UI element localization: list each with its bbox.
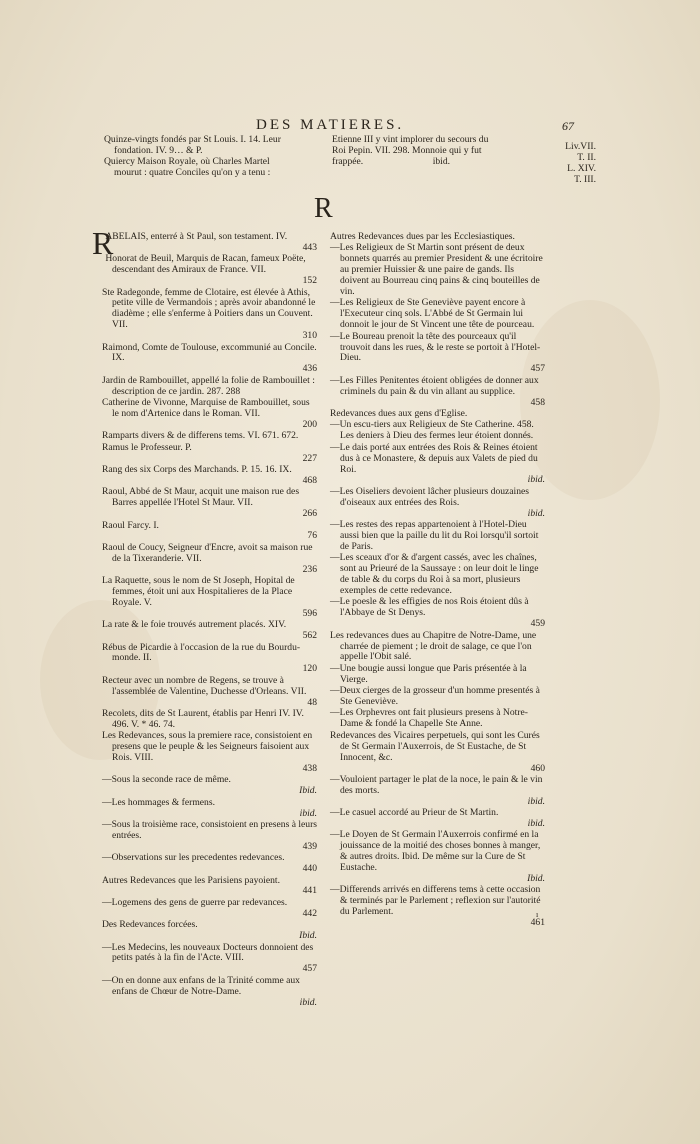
top-right-continuation bbox=[332, 134, 544, 167]
index-entry bbox=[102, 898, 317, 920]
entry-text: Redevances dues aux gens d'Eglise. bbox=[330, 408, 468, 419]
entry-text: —Le dais porté aux entrées des Rois & Reines étoient dus à ce Monastere, & depuis aux Valets de pied du Roi. bbox=[330, 441, 538, 475]
entry-page-ref: 461 bbox=[530, 917, 545, 929]
text-line: Etienne III y vint implorer du secours du bbox=[332, 134, 489, 145]
entry-page-ref: Ibid. bbox=[527, 873, 545, 885]
text-line: Roi Pepin. VII. 298. Monnoie qui y fut bbox=[332, 145, 482, 156]
index-entry bbox=[102, 920, 317, 942]
index-entry bbox=[330, 232, 545, 243]
entry-text: —Le casuel accordé au Prieur de St Martin. bbox=[330, 807, 499, 819]
entry-page-ref: 562 bbox=[302, 630, 317, 642]
index-entry bbox=[102, 976, 317, 1009]
entry-text: Ste Radegonde, femme de Clotaire, est élevée à Athis, petite ville de Vermandois ; après avoir abandonné le diadème ; elle s'enferme à Poitiers dans un Couvent. VII. bbox=[102, 286, 316, 331]
entry-text: —Les Religieux de St Martin sont présent de deux bonnets quarrés au premier President & une écritoire au premier Huissier & une paire de gands. Ils doivent au Bourreau cinq pains & cinq bouteilles de vin. bbox=[330, 242, 543, 298]
index-entry bbox=[330, 487, 545, 520]
index-entry bbox=[330, 731, 545, 775]
entry-page-ref: 76 bbox=[307, 530, 317, 542]
entry-text: La rate & le foie trouvés autrement placés. XIV. bbox=[102, 619, 287, 631]
index-entry bbox=[102, 820, 317, 853]
entry-page-ref: 459 bbox=[530, 618, 545, 630]
entry-text: Recteur avec un nombre de Regens, se trouve à l'assemblée de Valentine, Duchesse d'Orleans. VII. bbox=[102, 674, 307, 697]
index-entry bbox=[330, 885, 545, 929]
index-entry bbox=[330, 708, 545, 730]
entry-text: —Sous la seconde race de même. bbox=[102, 774, 231, 786]
entry-text: ABELAIS, enterré à St Paul, son testament. IV. bbox=[105, 231, 288, 242]
entry-page-ref: 440 bbox=[302, 863, 317, 875]
entry-page-ref: Ibid. bbox=[299, 785, 317, 797]
entry-text: Rang des six Corps des Marchands. P. 15. 16. IX. bbox=[102, 464, 292, 476]
entry-page-ref: ibid. bbox=[527, 795, 545, 807]
entry-text: —Les hommages & fermens. bbox=[102, 796, 215, 808]
index-entry bbox=[102, 943, 317, 976]
index-entry bbox=[102, 487, 317, 520]
entry-text: —Logemens des gens de guerre par redevances. bbox=[102, 896, 288, 908]
entry-page-ref: 236 bbox=[302, 563, 317, 575]
entry-text: —Un escu-tiers aux Religieux de Ste Catherine. 458. Les deniers à Dieu des fermes leur étoient donnés. bbox=[330, 419, 534, 442]
index-entry bbox=[102, 876, 317, 898]
index-entry bbox=[102, 576, 317, 620]
entry-text: Catherine de Vivonne, Marquise de Rambouillet, sous le nom d'Artenice dans le Roman. VII. bbox=[102, 397, 310, 419]
index-entry bbox=[330, 631, 545, 664]
entry-text: —Les Religieux de Ste Geneviève payent encore à l'Executeur cinq sols. L'Abbé de St Germain lui donnoit le jour de St Vincent une tête de pourceau. bbox=[330, 297, 535, 331]
index-entry bbox=[102, 376, 317, 398]
entry-text: Autres Redevances dues par les Ecclesiastiques. bbox=[330, 231, 515, 242]
index-entry bbox=[330, 420, 545, 442]
text-line: frappée. ibid. bbox=[332, 156, 451, 167]
index-entry bbox=[102, 465, 317, 487]
index-entry bbox=[102, 431, 317, 442]
entry-text: Raoul Farcy. I. bbox=[102, 519, 159, 531]
entry-text: —Le Boureau prenoit la tête des pourceaux qu'il trouvoit dans les rues, & le reste se portoit à l'Hotel-Dieu. bbox=[330, 330, 541, 364]
section-letter: R bbox=[314, 193, 333, 224]
entry-page-ref: 460 bbox=[530, 762, 545, 774]
entry-page-ref: ibid. bbox=[527, 474, 545, 486]
margin-note: Liv.VII. bbox=[565, 141, 596, 152]
entry-text: —On en donne aux enfans de la Trinité comme aux enfans de Chœur de Notre-Dame. bbox=[102, 974, 300, 997]
entry-text: —Le poesle & les effigies de nos Rois étoient dûs à l'Abbaye de St Denys. bbox=[330, 596, 529, 619]
index-entry bbox=[102, 798, 317, 820]
index-entry bbox=[102, 254, 317, 287]
entry-text: Des Redevances forcées. bbox=[102, 919, 198, 931]
index-entry bbox=[330, 597, 545, 630]
entry-page-ref: 457 bbox=[530, 363, 545, 375]
entry-text: —Les sceaux d'or & d'argent cassés, avec les chaînes, sont au Prieuré de la Saussaye : on leur doit le linge de table & du corps du Roi à sa mort, plusieurs exemples de cette redevance. bbox=[330, 552, 539, 596]
index-entry bbox=[102, 620, 317, 642]
entry-text: —Une bougie aussi longue que Paris présentée à la Vierge. bbox=[330, 662, 527, 685]
entry-text: —Les Filles Penitentes étoient obligées de donner aux criminels du pain & du vin allant au supplice. bbox=[330, 374, 539, 397]
index-entry bbox=[330, 332, 545, 376]
entry-page-ref: 457 bbox=[302, 963, 317, 975]
entry-page-ref: ibid. bbox=[299, 996, 317, 1008]
entry-text: Raoul de Coucy, Seigneur d'Encre, avoit sa maison rue de la Tixeranderie. VII. bbox=[102, 541, 313, 564]
entry-text: —Deux cierges de la grosseur d'un homme presentés à Ste Geneviève. bbox=[330, 685, 540, 708]
entry-text: Honorat de Beuil, Marquis de Racan, fameux Poëte, descendant des Amiraux de France. VII. bbox=[105, 253, 306, 276]
entry-page-ref: 310 bbox=[302, 330, 317, 342]
top-left-continuation bbox=[104, 134, 324, 178]
entry-page-ref: ibid. bbox=[527, 818, 545, 830]
index-entry bbox=[102, 709, 317, 731]
entry-page-ref: 442 bbox=[302, 907, 317, 919]
index-entry bbox=[330, 376, 545, 409]
index-entry bbox=[102, 853, 317, 875]
page-number: 67 bbox=[562, 119, 574, 133]
entry-page-ref: 443 bbox=[302, 241, 317, 253]
header-title: DES MATIERES. bbox=[256, 117, 405, 133]
entry-text: —Differends arrivés en differens tems à cette occasion & terminés par le Parlement ; reflexion sur l'autorité du Parlement. bbox=[330, 884, 541, 918]
entry-text: —Les Oiseliers devoient lâcher plusieurs douzaines d'oiseaux aux entrées des Rois. bbox=[330, 485, 530, 508]
entry-page-ref: 439 bbox=[302, 840, 317, 852]
margin-note: L. XIV. bbox=[567, 163, 596, 174]
margin-notes bbox=[548, 141, 596, 185]
entry-text: Les redevances dues au Chapitre de Notre-Dame, une charrée de piement ; le droit de salage, ce que l'on appelle l'Obit salé. bbox=[330, 629, 537, 663]
index-entry bbox=[102, 343, 317, 376]
footer-mark: ı bbox=[536, 910, 539, 919]
entry-text: Ramparts divers & de differens tems. VI. 671. 672. bbox=[102, 430, 299, 442]
entry-text: —Sous la troisième race, consistoient en presens à leurs entrées. bbox=[102, 819, 318, 841]
entry-page-ref: 441 bbox=[302, 885, 317, 897]
entry-text: Redevances des Vicaires perpetuels, qui sont les Curés de St Germain l'Auxerrois, de St Eustache, de St Innocent, &c. bbox=[330, 729, 540, 763]
index-entry bbox=[92, 225, 317, 261]
index-entry bbox=[102, 731, 317, 775]
entry-text: Les Redevances, sous la premiere race, consistoient en presens que le peuple & les Seigneurs faisoient aux Rois. VIII. bbox=[102, 730, 313, 764]
entry-text: Autres Redevances que les Parisiens payoient. bbox=[102, 874, 280, 886]
entry-text: —Les Orphevres ont fait plusieurs presens à Notre-Dame & fondé la Chapelle Ste Anne. bbox=[330, 707, 528, 730]
index-entry bbox=[102, 443, 317, 465]
index-entry bbox=[102, 775, 317, 797]
index-entry bbox=[102, 643, 317, 676]
entry-page-ref: 200 bbox=[302, 418, 317, 430]
index-entry bbox=[102, 676, 317, 709]
entry-page-ref: 468 bbox=[302, 474, 317, 486]
entry-text: Raimond, Comte de Toulouse, excommunié au Concile. IX. bbox=[102, 341, 317, 364]
entry-page-ref: 48 bbox=[307, 696, 317, 708]
margin-note: T. II. bbox=[577, 152, 596, 163]
entry-text: Rébus de Picardie à l'occasion de la rue du Bourdu-monde. II. bbox=[102, 641, 301, 664]
entry-page-ref: Ibid. bbox=[299, 930, 317, 942]
entry-page-ref: 120 bbox=[302, 663, 317, 675]
index-entry bbox=[330, 664, 545, 686]
entry-page-ref: 227 bbox=[302, 452, 317, 464]
index-entry bbox=[330, 520, 545, 553]
index-entry bbox=[102, 398, 317, 431]
entry-page-ref: 266 bbox=[302, 508, 317, 520]
entry-text: Jardin de Rambouillet, appellé la folie de Rambouillet : description de ce jardin. 287. 288 bbox=[102, 374, 315, 397]
index-column-left bbox=[92, 225, 318, 1009]
entry-page-ref: 458 bbox=[530, 396, 545, 408]
index-entry bbox=[102, 288, 317, 343]
index-entry bbox=[330, 298, 545, 331]
index-entry bbox=[102, 521, 317, 543]
index-entry bbox=[330, 443, 545, 487]
entry-text: Raoul, Abbé de St Maur, acquit une maison rue des Barres appellée l'Hotel St Maur. VII. bbox=[102, 486, 300, 509]
index-entry bbox=[330, 775, 545, 808]
entry-page-ref: 596 bbox=[302, 607, 317, 619]
entry-text: —Vouloient partager le plat de la noce, le pain & le vin des morts. bbox=[330, 773, 543, 796]
entry-text: —Les Medecins, les nouveaux Docteurs donnoient des petits patés à la fin de l'Acte. VIII. bbox=[102, 941, 314, 964]
index-entry bbox=[330, 409, 545, 420]
text-line: fondation. IV. 9… & P. bbox=[114, 145, 203, 156]
index-entry bbox=[330, 830, 545, 885]
entry-text: Ramus le Professeur. P. bbox=[102, 441, 192, 453]
entry-page-ref: ibid. bbox=[527, 507, 545, 519]
drop-cap: R bbox=[92, 225, 114, 261]
text-line: Quinze-vingts fondés par St Louis. I. 14. Leur bbox=[104, 134, 281, 145]
index-entry bbox=[330, 553, 545, 597]
entry-text: —Les restes des repas appartenoient à l'Hotel-Dieu aussi bien que la paille du lit du Roi lorsqu'il sortoit de Paris. bbox=[330, 519, 539, 552]
entry-page-ref: 152 bbox=[302, 275, 317, 287]
entry-page-ref: ibid. bbox=[299, 807, 317, 819]
entry-page-ref: 438 bbox=[302, 763, 317, 774]
text-line: mourut : quatre Conciles qu'on y a tenu : bbox=[114, 167, 271, 178]
entry-text: —Observations sur les precedentes redevances. bbox=[102, 852, 285, 864]
text-line: Quiercy Maison Royale, où Charles Martel bbox=[104, 156, 270, 167]
entry-text: La Raquette, sous le nom de St Joseph, Hopital de femmes, étoit uni aux Hospitalieres de la Place Royale. V. bbox=[102, 575, 295, 608]
index-entry bbox=[330, 243, 545, 298]
margin-note: T. III. bbox=[574, 174, 596, 185]
index-entry bbox=[330, 808, 545, 830]
entry-page-ref: 436 bbox=[302, 363, 317, 375]
index-column-right bbox=[330, 232, 545, 930]
index-entry bbox=[102, 543, 317, 576]
index-entry bbox=[330, 686, 545, 708]
entry-text: Recolets, dits de St Laurent, établis par Henri IV. IV. 496. V. * 46. 74. bbox=[102, 707, 304, 730]
entry-text: —Le Doyen de St Germain l'Auxerrois confirmé en la jouissance de la moitié des choses bonnes à manger, & autres droits. Ibid. De même sur la Cure de St Eustache. bbox=[330, 829, 541, 874]
